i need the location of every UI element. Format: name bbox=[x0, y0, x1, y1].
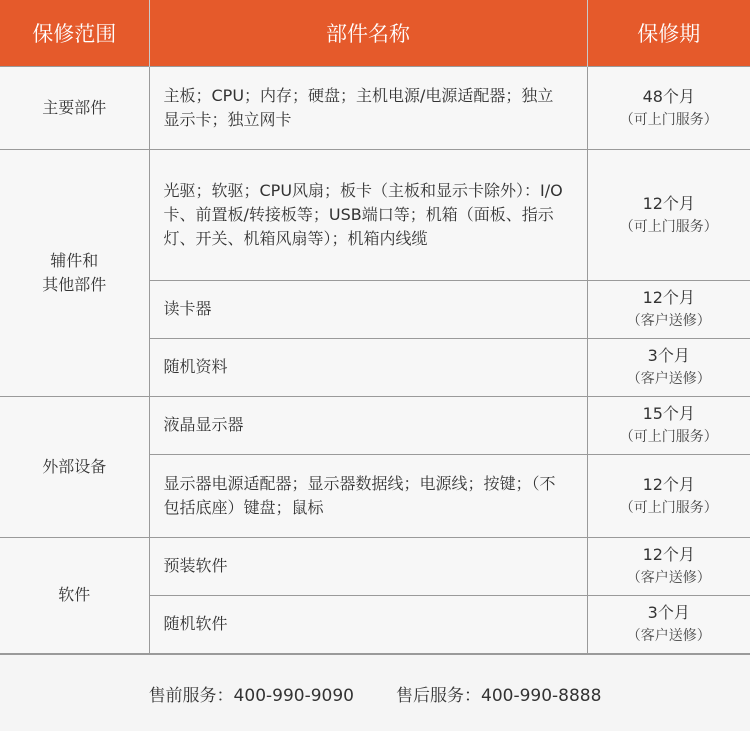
period-cell bbox=[587, 66, 750, 149]
header-warranty-period: 保修期 bbox=[587, 0, 750, 66]
period-months: 3个月 bbox=[647, 346, 690, 365]
table-body bbox=[0, 66, 750, 653]
period-cell bbox=[587, 280, 750, 338]
part-cell: 液晶显示器 bbox=[149, 396, 587, 454]
aftersales-hotline: 售后服务：400-990-8888 bbox=[396, 685, 602, 706]
service-note: （客户送修） bbox=[626, 371, 711, 387]
part-cell: 光驱；软驱；CPU风扇；板卡（主板和显示卡除外）：I/O卡、前置板/转接板等；USB端口等；机箱（面板、指示灯、开关、机箱风扇等）；机箱内线缆 bbox=[149, 149, 587, 280]
part-cell: 预装软件 bbox=[149, 537, 587, 595]
part-cell: 随机资料 bbox=[149, 338, 587, 396]
period-cell bbox=[587, 595, 750, 653]
period-cell bbox=[587, 338, 750, 396]
header-scope: 保修范围 bbox=[0, 0, 149, 66]
header-part-name: 部件名称 bbox=[149, 0, 587, 66]
service-note: （可上门服务） bbox=[619, 218, 718, 235]
period-cell bbox=[587, 396, 750, 454]
period-months: 15个月 bbox=[642, 404, 695, 423]
presales-hotline: 售前服务：400-990-9090 bbox=[148, 685, 354, 706]
scope-cell: 软件 bbox=[0, 537, 149, 653]
period-months: 48个月 bbox=[642, 86, 695, 106]
service-note: （客户送修） bbox=[626, 570, 711, 586]
table-row bbox=[0, 537, 750, 595]
period-cell bbox=[587, 149, 750, 280]
table-row bbox=[0, 396, 750, 454]
service-hotline-footer bbox=[0, 654, 750, 731]
scope-cell: 外部设备 bbox=[0, 396, 149, 537]
table-row bbox=[0, 66, 750, 149]
period-months: 3个月 bbox=[647, 603, 690, 622]
table-row bbox=[0, 149, 750, 280]
period-months: 12个月 bbox=[642, 545, 695, 564]
part-cell: 读卡器 bbox=[149, 280, 587, 338]
period-months: 12个月 bbox=[642, 193, 695, 213]
service-note: （客户送修） bbox=[626, 628, 711, 644]
scope-cell: 辅件和 其他部件 bbox=[0, 149, 149, 396]
period-months: 12个月 bbox=[642, 288, 695, 307]
period-cell bbox=[587, 537, 750, 595]
part-cell: 随机软件 bbox=[149, 595, 587, 653]
period-cell bbox=[587, 454, 750, 537]
part-cell: 显示器电源适配器；显示器数据线；电源线；按键；（不包括底座）键盘；鼠标 bbox=[149, 454, 587, 537]
part-cell: 主板；CPU；内存；硬盘；主机电源/电源适配器；独立显示卡；独立网卡 bbox=[149, 66, 587, 149]
scope-cell: 主要部件 bbox=[0, 66, 149, 149]
service-note: （可上门服务） bbox=[619, 499, 718, 516]
table-header bbox=[0, 0, 750, 66]
period-months: 12个月 bbox=[642, 474, 695, 494]
service-note: （可上门服务） bbox=[619, 429, 718, 445]
service-note: （可上门服务） bbox=[619, 111, 718, 128]
service-note: （客户送修） bbox=[626, 313, 711, 329]
